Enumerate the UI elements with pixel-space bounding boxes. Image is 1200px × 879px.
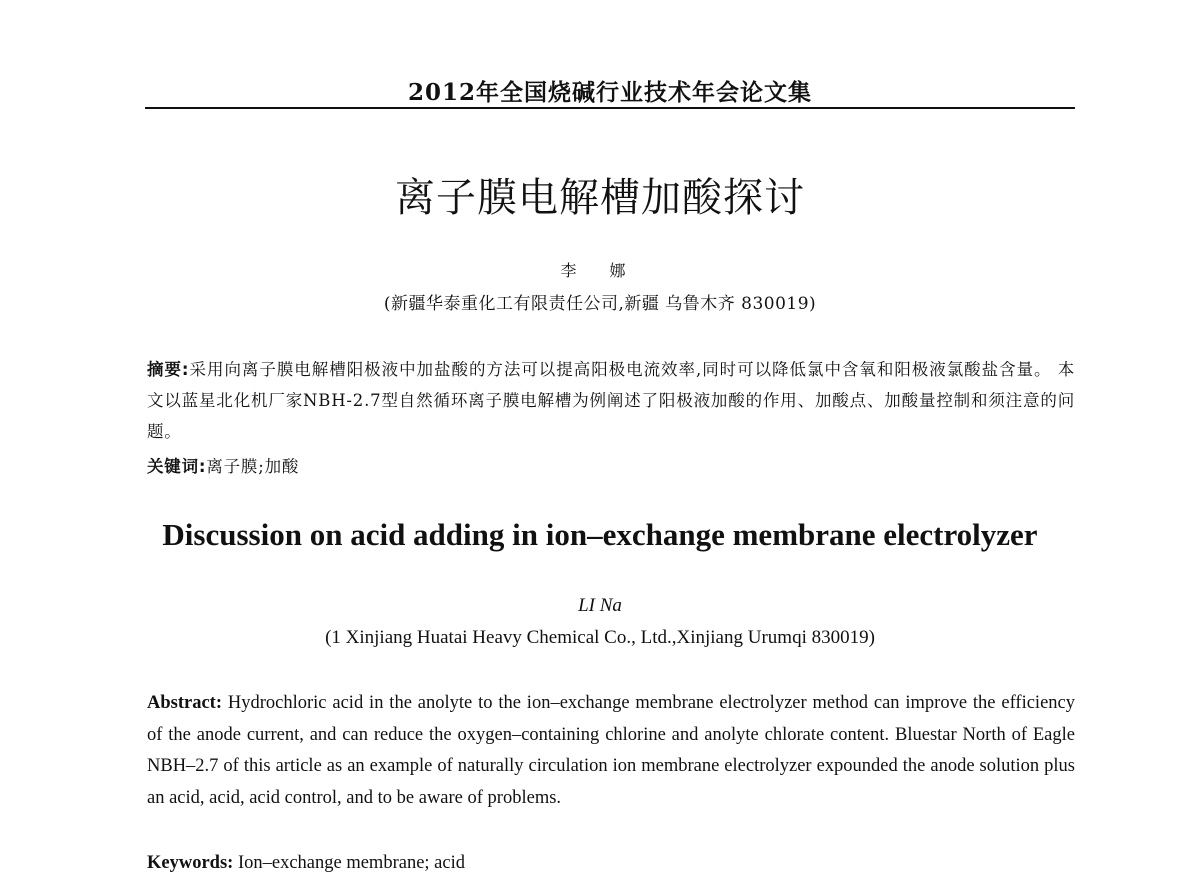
chinese-title: 离子膜电解槽加酸探讨: [395, 175, 805, 221]
english-title: Discussion on acid adding in ion–exchange membrane electrolyzer: [162, 517, 1038, 552]
english-abstract: [147, 688, 1075, 814]
chinese-abstract-text: 采用向离子膜电解槽阳极液中加盐酸的方法可以提高阳极电流效率,同时可以降低氯中含氧和阳极液氯酸盐含量。 本文以蓝星北化机厂家NBH-2.7型自然循环离子膜电解槽为例阐述了阳极液加酸的作用、加酸点、加酸量控制和须注意的问题。: [147, 360, 1076, 441]
chinese-keywords-label: 关键词:: [147, 457, 207, 476]
english-author: LI Na: [578, 595, 622, 616]
chinese-abstract: [147, 354, 1075, 447]
english-keywords-text: Ion–exchange membrane; acid: [233, 853, 465, 873]
english-abstract-text: Hydrochloric acid in the anolyte to the ion–exchange membrane electrolyzer method can improve the efficiency of the anode current, and can reduce the oxygen–containing chlorine and anolyte chlorate content. Bluestar North of Eagle NBH–2.7 of this article as an example of naturally circulation ion membrane electrolyzer expounded the anode solution plus an acid, acid, acid control, and to be aware of problems.: [147, 693, 1075, 808]
chinese-author: 李 娜: [560, 261, 640, 280]
chinese-keywords-text: 离子膜;加酸: [206, 457, 300, 476]
chinese-keywords: [147, 452, 1075, 482]
english-affiliation: (1 Xinjiang Huatai Heavy Chemical Co., Ltd.,Xinjiang Urumqi 830019): [325, 627, 875, 648]
header-rule: [145, 107, 1075, 109]
english-abstract-label: Abstract:: [147, 693, 223, 713]
chinese-affiliation: (新疆华泰重化工有限责任公司,新疆 乌鲁木齐 830019): [383, 294, 817, 314]
english-keywords-label: Keywords:: [147, 853, 234, 873]
running-header: 2012年全国烧碱行业技术年会论文集: [407, 79, 812, 106]
english-keywords: [147, 848, 1075, 879]
chinese-abstract-label: 摘要:: [147, 360, 190, 379]
